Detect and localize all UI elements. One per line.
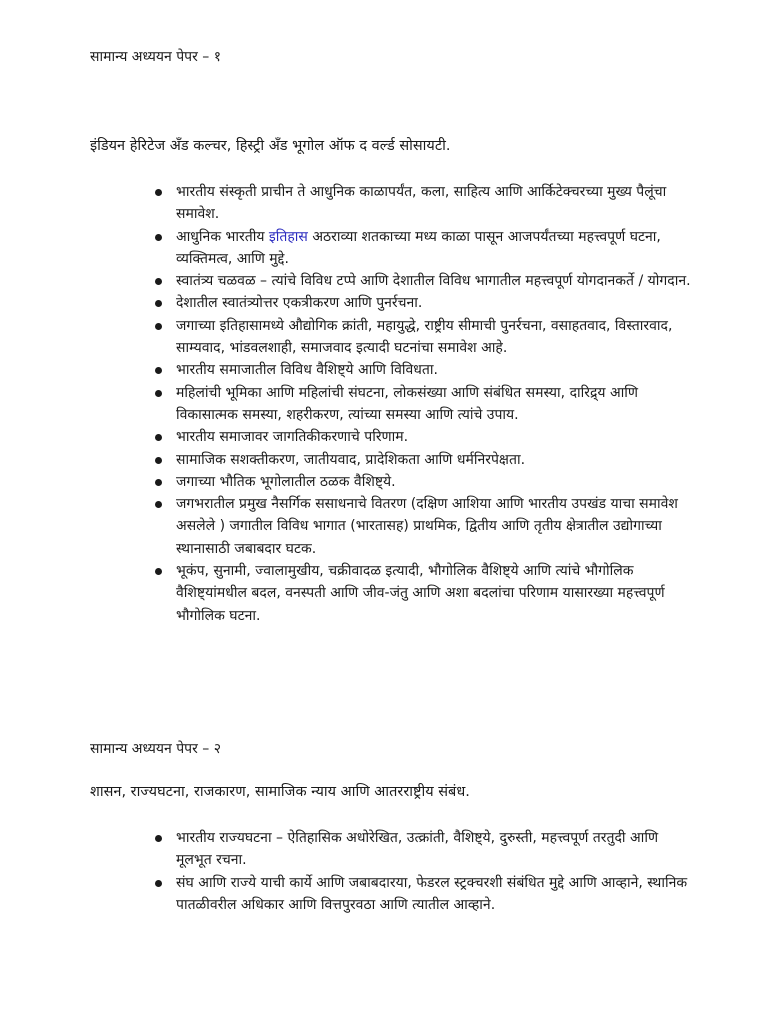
- list-item: [152, 226, 692, 271]
- list-item: [152, 449, 692, 471]
- bullet-icon: [155, 367, 162, 374]
- list-item-text-before: आधुनिक भारतीय: [176, 228, 269, 245]
- list-item: [152, 292, 692, 314]
- paper1-topic-list: [152, 181, 692, 627]
- list-item: [152, 270, 692, 292]
- bullet-icon: [155, 479, 162, 486]
- list-item-text: जगाच्या भौतिक भूगोलातील ठळक वैशिष्ट्ये.: [176, 473, 396, 490]
- bullet-icon: [155, 189, 162, 196]
- list-item: [152, 560, 692, 627]
- list-item-text: महिलांची भूमिका आणि महिलांची संघटना, लोकसंख्या आणि संबंधित समस्या, दारिद्र्य आणि विकासात्मक समस्या, शहरीकरण, त्यांच्या समस्या आणि त्यांचे उपाय.: [176, 384, 639, 423]
- list-item-text: भारतीय समाजावर जागतिकीकरणाचे परिणाम.: [176, 429, 409, 446]
- list-item: [152, 493, 692, 560]
- bullet-icon: [155, 568, 162, 575]
- bullet-icon: [155, 278, 162, 285]
- paper2-subheading: शासन, राज्यघटना, राजकारण, सामाजिक न्याय आणि आतरराष्ट्रीय संबंध.: [90, 784, 470, 800]
- bullet-icon: [155, 880, 162, 887]
- bullet-icon: [155, 835, 162, 842]
- paper1-subheading: इंडियन हेरिटेज अँड कल्चर, हिस्ट्री अँड भूगोल ऑफ द वर्ल्ड सोसायटी.: [90, 138, 451, 154]
- paper1-heading: सामान्य अध्ययन पेपर – १: [90, 49, 222, 65]
- list-item: [152, 827, 692, 872]
- bullet-icon: [155, 323, 162, 330]
- list-item-text: जगाच्या इतिहासामध्ये औद्योगिक क्रांती, महायुद्धे, राष्ट्रीय सीमाची पुनर्रचना, वसाहतवाद, विस्तारवाद, साम्यवाद, भांडवलशाही, समाजवाद इत्यादी घटनांचा समावेश आहे.: [176, 317, 673, 357]
- list-item: [152, 359, 692, 381]
- bullet-icon: [155, 434, 162, 441]
- list-item: [152, 872, 692, 917]
- list-item-text: देशातील स्वातंत्र्योत्तर एकत्रीकरण आणि पुनर्रचना.: [176, 295, 423, 312]
- list-item-text: सामाजिक सशक्तीकरण, जातीयवाद, प्रादेशिकता आणि धर्मनिरपेक्षता.: [176, 451, 526, 468]
- list-item-text: जगभरातील प्रमुख नैसर्गिक ससाधनाचे वितरण (दक्षिण आशिया आणि भारतीय उपखंड याचा समावेश असलेले ) जगातील विविध भागात (भारतासह) प्राथमिक, द्वितीय आणि तृतीय क्षेत्रातील उद्योगाच्या स्थानासाठी जबाबदार घटक.: [176, 496, 678, 557]
- bullet-icon: [155, 300, 162, 307]
- list-item-text: स्वातंत्र्य चळवळ – त्यांचे विविध टप्पे आणि देशातील विविध भागातील महत्त्वपूर्ण योगदानकर्ते / योगदान.: [176, 273, 691, 290]
- list-item-text: भूकंप, सुनामी, ज्वालामुखीय, चक्रीवादळ इत्यादी, भौगोलिक वैशिष्ट्ये आणि त्यांचे भौगोलिक वैशिष्ट्यांमधील बदल, वनस्पती आणि जीव-जंतु आणि अशा बदलांचा परिणाम यासारख्या महत्त्वपूर्ण भौगोलिक घटना.: [176, 563, 665, 624]
- bullet-icon: [155, 457, 162, 464]
- history-link[interactable]: इतिहास: [268, 228, 308, 245]
- list-item: [152, 426, 692, 448]
- list-item-text-after: अठराव्या शतकाच्या मध्य काळा पासून आजपर्यंतच्या महत्त्वपूर्ण घटना, व्यक्तिमत्व, आणि मुद्दे.: [176, 228, 661, 267]
- list-item: [152, 181, 692, 226]
- bullet-icon: [155, 390, 162, 397]
- list-item: [152, 471, 692, 493]
- bullet-icon: [155, 501, 162, 508]
- list-item-text: भारतीय राज्यघटना – ऐतिहासिक अधोरेखित, उत्क्रांती, वैशिष्ट्ये, दुरुस्ती, महत्त्वपूर्ण तरतुदी आणि मूलभूत रचना.: [176, 830, 659, 869]
- paper2-heading: सामान्य अध्ययन पेपर – २: [90, 741, 222, 757]
- paper2-topic-list: [152, 827, 692, 916]
- list-item: [152, 315, 692, 360]
- list-item-text: संघ आणि राज्ये याची कार्ये आणि जबाबदारया, फेडरल स्ट्रक्चरशी संबंधित मुद्दे आणि आव्हाने, स्थानिक पातळीवरील अधिकार आणि वित्तपुरवठा आणि त्यातील आव्हाने.: [176, 874, 688, 913]
- list-item-text: भारतीय समाजातील विविध वैशिष्ट्ये आणि विविधता.: [176, 362, 438, 379]
- list-item-text: भारतीय संस्कृती प्राचीन ते आधुनिक काळापर्यंत, कला, साहित्य आणि आर्किटेक्चरच्या मुख्य पैलूंचा समावेश.: [176, 184, 667, 223]
- list-item: [152, 382, 692, 427]
- bullet-icon: [155, 234, 162, 241]
